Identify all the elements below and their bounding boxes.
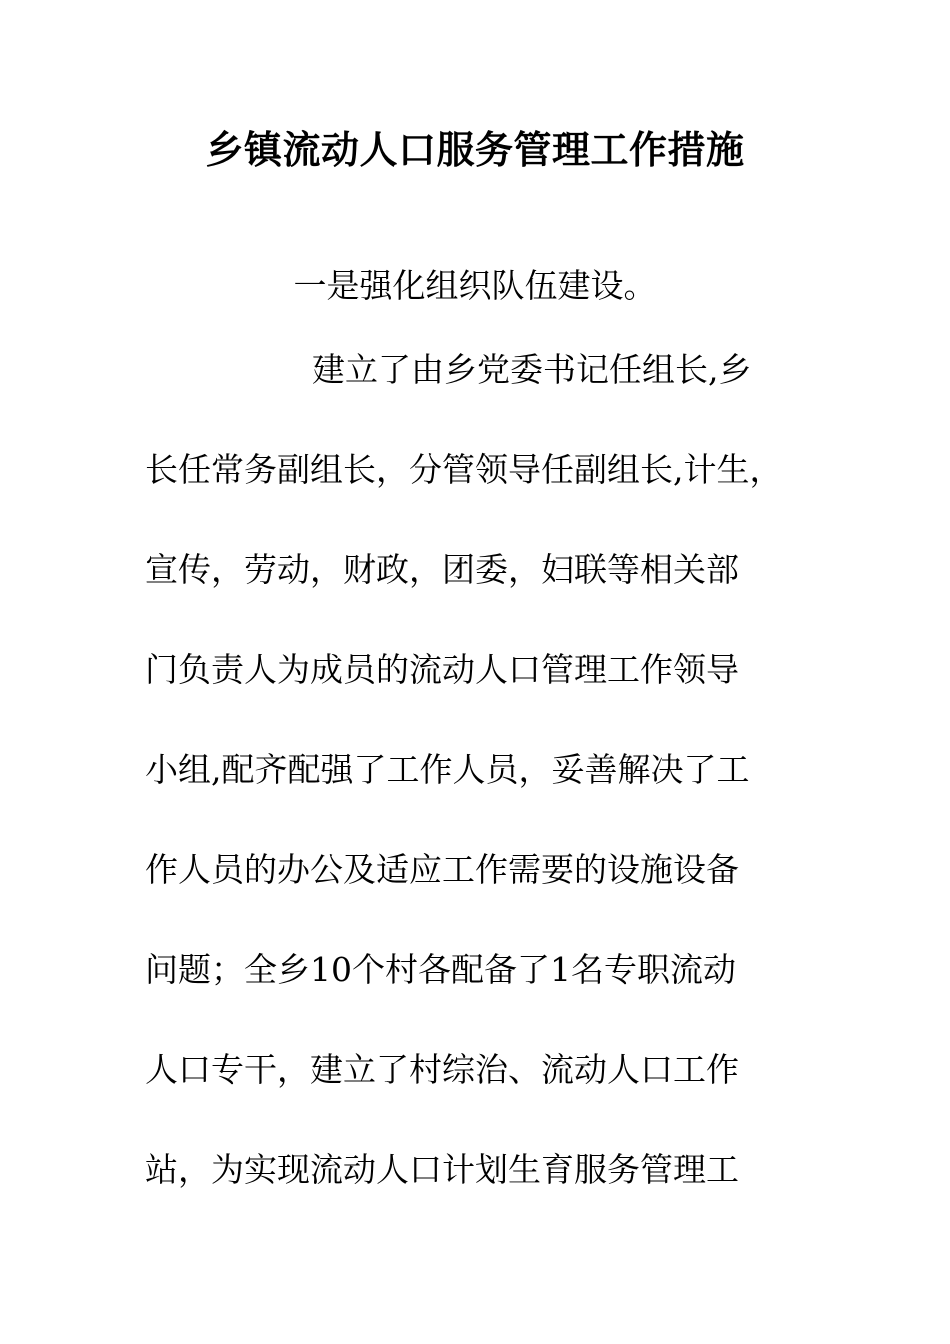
paragraph-line: 宣传，劳动，财政，团委，妇联等相关部 bbox=[145, 550, 739, 589]
section-heading: 一是强化组织队伍建设。 bbox=[293, 266, 657, 305]
paragraph-line: 长任常务副组长，分管领导任副组长,计生， bbox=[145, 450, 783, 489]
paragraph-line: 问题；全乡10个村各配备了1名专职流动 bbox=[145, 950, 736, 989]
paragraph-line: 门负责人为成员的流动人口管理工作领导 bbox=[145, 650, 739, 689]
paragraph-line: 建立了由乡党委书记任组长,乡 bbox=[312, 350, 752, 389]
document-title: 乡镇流动人口服务管理工作措施 bbox=[205, 128, 745, 172]
paragraph-line: 作人员的办公及适应工作需要的设施设备 bbox=[145, 850, 739, 889]
paragraph-line: 小组,配齐配强了工作人员，妥善解决了工 bbox=[145, 750, 750, 789]
paragraph-line: 人口专干，建立了村综治、流动人口工作 bbox=[145, 1050, 739, 1089]
paragraph-line: 站，为实现流动人口计划生育服务管理工 bbox=[145, 1150, 739, 1189]
